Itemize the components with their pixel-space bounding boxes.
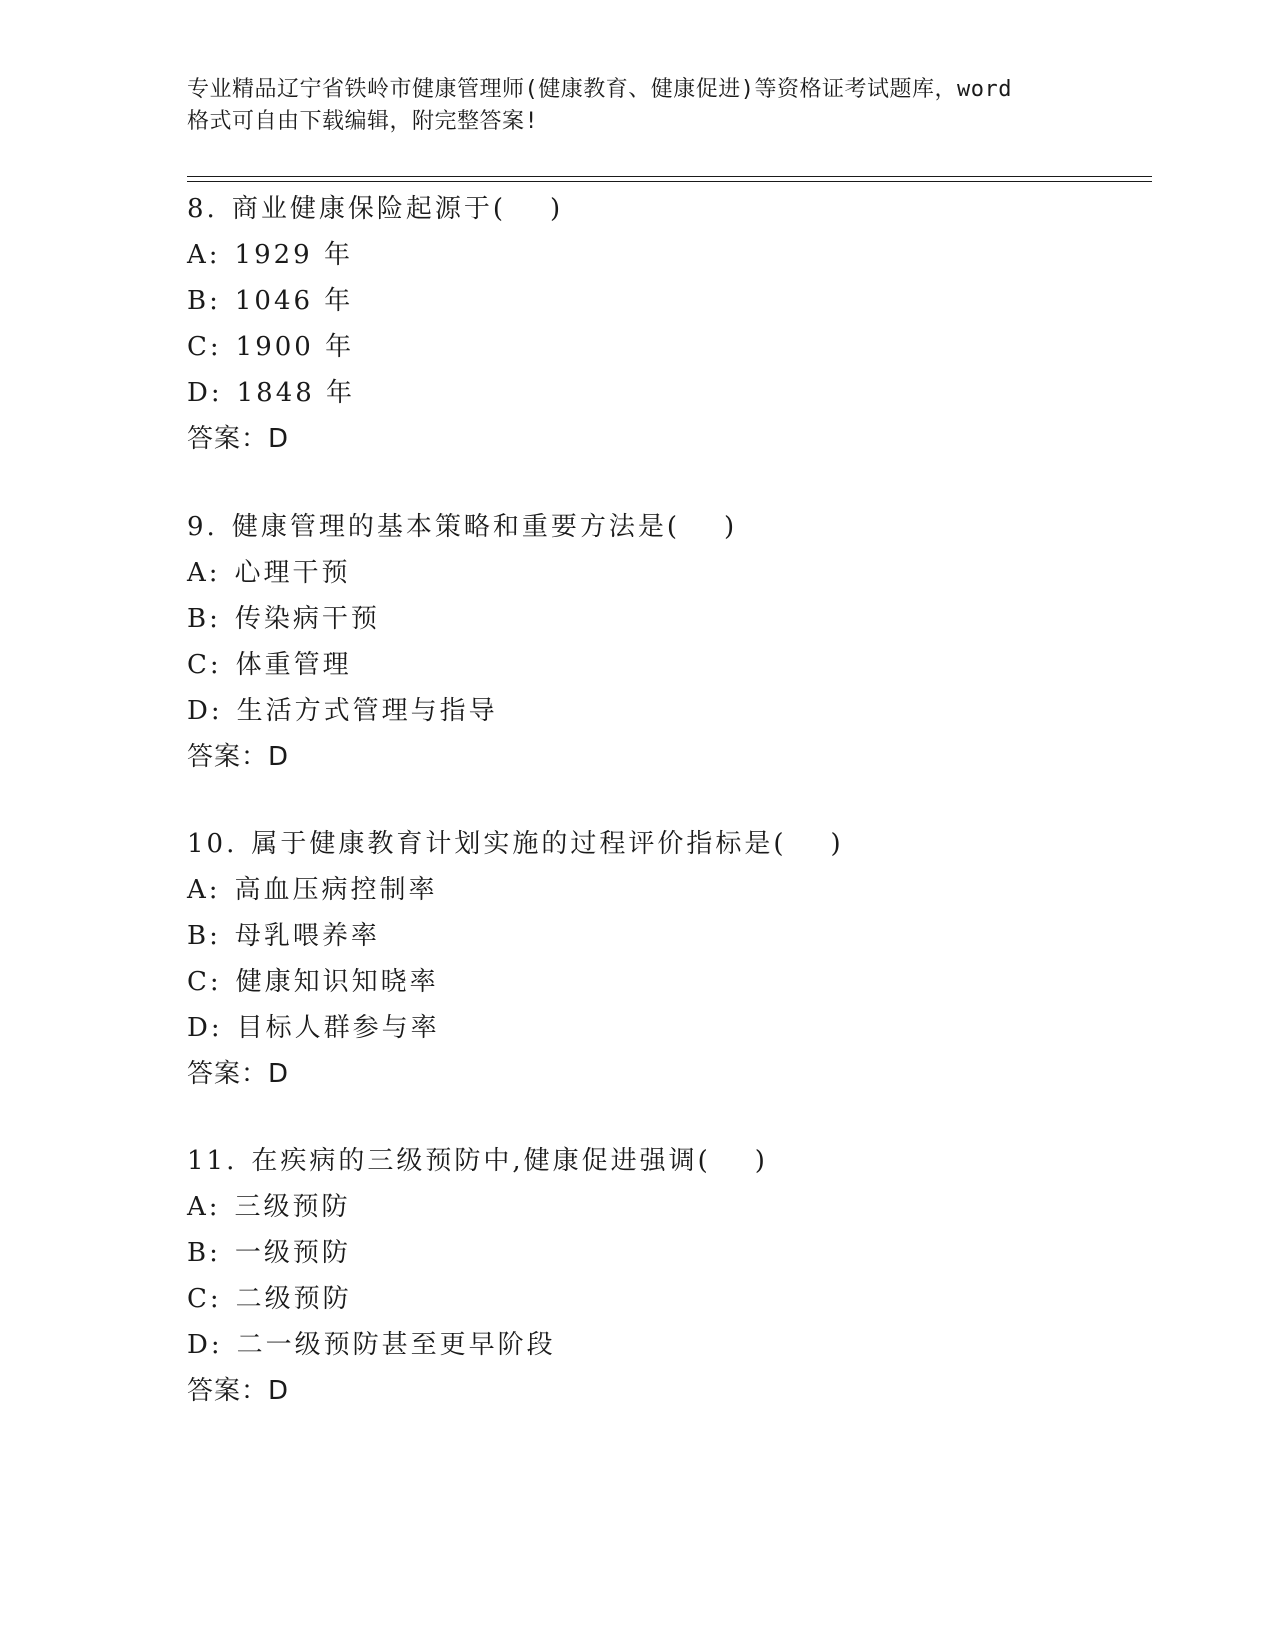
question-stem xyxy=(187,186,1147,232)
question-stem xyxy=(187,821,1147,867)
question-close-paren: ) xyxy=(723,512,738,542)
question-text: 在疾病的三级预防中,健康促进强调( xyxy=(251,1146,711,1176)
option-a: A: 三级预防 xyxy=(187,1192,351,1222)
option-b: B: 传染病干预 xyxy=(187,604,380,634)
question-close-paren: ) xyxy=(830,829,844,859)
question-text: 商业健康保险起源于( xyxy=(231,194,506,224)
question-9 xyxy=(187,504,1147,780)
option-b: B: 一级预防 xyxy=(187,1238,351,1268)
option-d: D: 生活方式管理与指导 xyxy=(187,696,498,726)
answer: 答案：D xyxy=(187,424,290,454)
option-c: C: 健康知识知晓率 xyxy=(187,967,439,997)
option-d: D: 二一级预防甚至更早阶段 xyxy=(187,1330,556,1360)
question-close-paren: ) xyxy=(754,1146,768,1176)
header-line-2: 格式可自由下载编辑，附完整答案! xyxy=(187,109,539,134)
option-a: A: 心理干预 xyxy=(187,558,351,588)
header-line-1: 专业精品辽宁省铁岭市健康管理师(健康教育、健康促进)等资格证考试题库，word xyxy=(187,77,1012,102)
option-b: B: 母乳喂养率 xyxy=(187,921,380,951)
option-a: A: 高血压病控制率 xyxy=(187,875,438,905)
question-text: 属于健康教育计划实施的过程评价指标是( xyxy=(251,829,787,859)
answer: 答案：D xyxy=(187,1376,290,1406)
document-header xyxy=(187,74,1087,138)
option-d: D: 目标人群参与率 xyxy=(187,1013,440,1043)
option-c: C: 体重管理 xyxy=(187,650,352,680)
option-c: C: 二级预防 xyxy=(187,1284,352,1314)
question-10 xyxy=(187,821,1147,1097)
question-number: 10. xyxy=(187,829,238,859)
option-a: A: 1929 年 xyxy=(187,240,353,270)
question-stem xyxy=(187,1138,1147,1184)
question-text: 健康管理的基本策略和重要方法是( xyxy=(231,512,680,542)
header-divider-bottom xyxy=(187,181,1152,182)
question-stem xyxy=(187,504,1147,550)
option-c: C: 1900 年 xyxy=(187,332,355,362)
question-8 xyxy=(187,186,1147,462)
option-d: D: 1848 年 xyxy=(187,378,356,408)
question-close-paren: ) xyxy=(549,194,564,224)
header-divider-top xyxy=(187,176,1152,177)
question-11 xyxy=(187,1138,1147,1414)
answer: 答案：D xyxy=(187,742,290,772)
answer: 答案：D xyxy=(187,1059,290,1089)
option-b: B: 1046 年 xyxy=(187,286,354,316)
question-number: 9. xyxy=(187,512,218,542)
question-number: 11. xyxy=(187,1146,238,1176)
question-number: 8. xyxy=(187,194,218,224)
